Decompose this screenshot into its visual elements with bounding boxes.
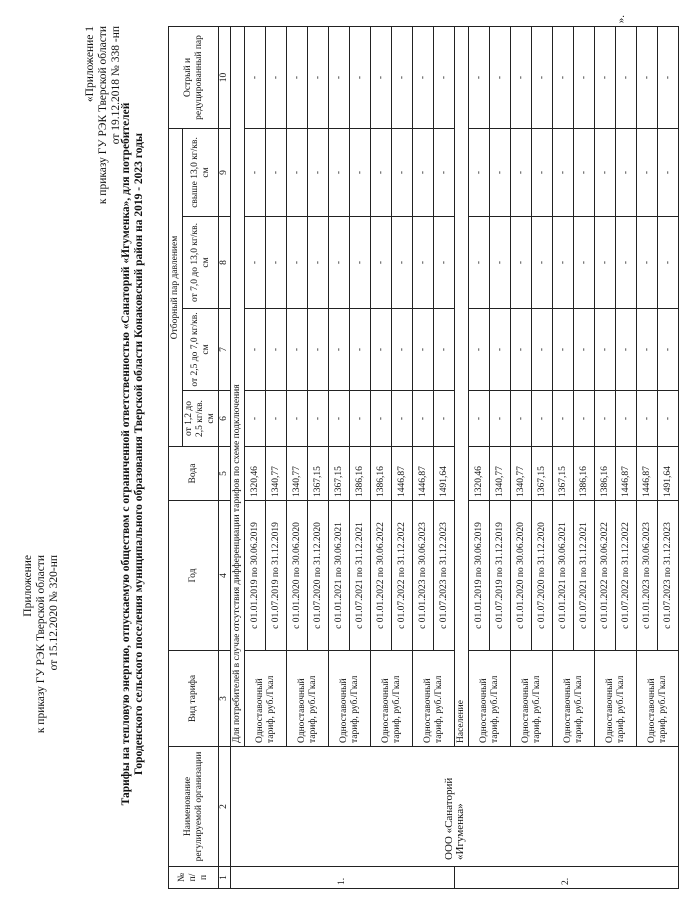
empty-value-cell: - (413, 391, 434, 447)
water-tariff-cell: 1340,77 (266, 447, 287, 501)
empty-value-cell: - (413, 217, 434, 309)
empty-value-cell: - (308, 309, 329, 391)
empty-value-cell: - (658, 217, 679, 309)
tariff-type: Одноставочный тариф, руб./Гкал (553, 651, 595, 747)
empty-value-cell: - (392, 128, 413, 216)
empty-value-cell: - (329, 26, 350, 128)
period-cell: с 01.07.2019 по 31.12.2019 (266, 501, 287, 651)
empty-value-cell: - (553, 26, 574, 128)
water-tariff-cell: 1320,46 (469, 447, 490, 501)
empty-value-cell: - (371, 128, 392, 216)
column-number: 3 (219, 651, 231, 747)
empty-value-cell: - (287, 128, 308, 216)
empty-value-cell: - (658, 128, 679, 216)
empty-value-cell: - (245, 309, 266, 391)
empty-value-cell: - (469, 309, 490, 391)
row-number: 1. (231, 867, 455, 889)
empty-value-cell: - (350, 26, 371, 128)
annex-reference-header (84, 26, 123, 286)
empty-value-cell: - (266, 217, 287, 309)
empty-value-cell: - (553, 309, 574, 391)
empty-value-cell: - (308, 26, 329, 128)
header-line: от 15.12.2020 № 320-нп (48, 555, 60, 671)
column-number: 5 (219, 447, 231, 501)
water-tariff-cell: 1491,64 (658, 447, 679, 501)
empty-value-cell: - (637, 309, 658, 391)
empty-value-cell: - (413, 128, 434, 216)
empty-value-cell: - (595, 26, 616, 128)
header-line: Приложение (22, 555, 34, 617)
empty-value-cell: - (616, 391, 637, 447)
period-cell: с 01.07.2020 по 31.12.2020 (308, 501, 329, 651)
empty-value-cell: - (266, 128, 287, 216)
empty-value-cell: - (350, 128, 371, 216)
empty-value-cell: - (658, 309, 679, 391)
tariff-type: Одноставочный тариф, руб./Гкал (511, 651, 553, 747)
empty-value-cell: - (350, 309, 371, 391)
empty-value-cell: - (308, 391, 329, 447)
period-cell: с 01.01.2021 по 30.06.2021 (329, 501, 350, 651)
empty-value-cell: - (371, 309, 392, 391)
empty-value-cell: - (637, 391, 658, 447)
tariff-table (168, 26, 679, 889)
tariff-type: Одноставочный тариф, руб./Гкал (413, 651, 455, 747)
period-cell: с 01.01.2020 по 30.06.2020 (511, 501, 532, 651)
water-tariff-cell: 1446,87 (616, 447, 637, 501)
header-year: Год (169, 501, 219, 651)
header-org: Наименование регулируемой организации (169, 747, 219, 867)
empty-value-cell: - (469, 26, 490, 128)
water-tariff-cell: 1446,87 (637, 447, 658, 501)
water-tariff-cell: 1446,87 (392, 447, 413, 501)
empty-value-cell: - (511, 391, 532, 447)
empty-value-cell: - (266, 26, 287, 128)
empty-value-cell: - (287, 217, 308, 309)
empty-value-cell: - (350, 217, 371, 309)
water-tariff-cell: 1367,15 (329, 447, 350, 501)
empty-value-cell: - (434, 217, 455, 309)
period-cell: с 01.07.2023 по 31.12.2023 (658, 501, 679, 651)
empty-value-cell: - (637, 217, 658, 309)
period-cell: с 01.01.2022 по 30.06.2022 (595, 501, 616, 651)
organization-name: ООО «Санаторий «Игуменка» (231, 747, 679, 867)
water-tariff-cell: 1320,46 (245, 447, 266, 501)
column-number-row (219, 26, 231, 888)
empty-value-cell: - (574, 391, 595, 447)
tariff-type: Одноставочный тариф, руб./Гкал (371, 651, 413, 747)
empty-value-cell: - (532, 128, 553, 216)
row-number: 2. (455, 867, 679, 889)
empty-value-cell: - (511, 128, 532, 216)
empty-value-cell: - (595, 391, 616, 447)
tariff-type: Одноставочный тариф, руб./Гкал (595, 651, 637, 747)
empty-value-cell: - (245, 217, 266, 309)
empty-value-cell: - (490, 26, 511, 128)
column-number: 6 (219, 391, 231, 447)
empty-value-cell: - (532, 217, 553, 309)
empty-value-cell: - (371, 217, 392, 309)
header-line: к приказу ГУ РЭК Тверской области (97, 26, 109, 205)
period-cell: с 01.01.2022 по 30.06.2022 (371, 501, 392, 651)
empty-value-cell: - (266, 309, 287, 391)
empty-value-cell: - (595, 128, 616, 216)
empty-value-cell: - (287, 391, 308, 447)
empty-value-cell: - (287, 309, 308, 391)
empty-value-cell: - (532, 391, 553, 447)
empty-value-cell: - (469, 217, 490, 309)
period-cell: с 01.07.2019 по 31.12.2019 (490, 501, 511, 651)
column-number: 4 (219, 501, 231, 651)
period-cell: с 01.07.2021 по 31.12.2021 (574, 501, 595, 651)
tariff-table-body (231, 26, 679, 888)
empty-value-cell: - (574, 217, 595, 309)
empty-value-cell: - (616, 128, 637, 216)
empty-value-cell: - (434, 309, 455, 391)
empty-value-cell: - (511, 26, 532, 128)
empty-value-cell: - (490, 128, 511, 216)
empty-value-cell: - (371, 391, 392, 447)
tariff-type: Одноставочный тариф, руб./Гкал (287, 651, 329, 747)
empty-value-cell: - (308, 128, 329, 216)
period-cell: с 01.01.2020 по 30.06.2020 (287, 501, 308, 651)
empty-value-cell: - (469, 128, 490, 216)
empty-value-cell: - (574, 26, 595, 128)
water-tariff-cell: 1340,77 (511, 447, 532, 501)
tariff-type: Одноставочный тариф, руб./Гкал (329, 651, 371, 747)
column-number: 2 (219, 747, 231, 867)
empty-value-cell: - (469, 391, 490, 447)
header-line: к приказу ГУ РЭК Тверской области (35, 555, 47, 734)
empty-value-cell: - (329, 309, 350, 391)
water-tariff-cell: 1340,77 (490, 447, 511, 501)
water-tariff-cell: 1386,16 (350, 447, 371, 501)
header-pressure-2: от 2,5 до 7,0 кг/кв. см (183, 309, 219, 391)
column-number: 7 (219, 309, 231, 391)
column-number: 1 (219, 867, 231, 889)
closing-quote-mark: ». (615, 15, 627, 24)
title-line: Городенского сельского поселения муниципального образования Тверской области Конаковский район на 2019 - 2023 годы (133, 133, 145, 775)
water-tariff-cell: 1340,77 (287, 447, 308, 501)
water-tariff-cell: 1386,16 (574, 447, 595, 501)
water-tariff-cell: 1367,15 (308, 447, 329, 501)
empty-value-cell: - (490, 217, 511, 309)
period-cell: с 01.01.2023 по 30.06.2023 (413, 501, 434, 651)
empty-value-cell: - (616, 217, 637, 309)
header-pressure-3: от 7,0 до 13,0 кг/кв. см (183, 217, 219, 309)
empty-value-cell: - (245, 26, 266, 128)
tariff-type: Одноставочный тариф, руб./Гкал (637, 651, 679, 747)
water-tariff-cell: 1367,15 (532, 447, 553, 501)
document-title (120, 44, 146, 864)
empty-value-cell: - (553, 128, 574, 216)
header-water: Вода (169, 447, 219, 501)
tariff-type: Одноставочный тариф, руб./Гкал (469, 651, 511, 747)
empty-value-cell: - (553, 217, 574, 309)
empty-value-cell: - (413, 309, 434, 391)
empty-value-cell: - (266, 391, 287, 447)
section-label: Население (455, 26, 469, 746)
empty-value-cell: - (595, 217, 616, 309)
empty-value-cell: - (350, 391, 371, 447)
header-line: от 19.12.2018 № 338 -нп (110, 26, 122, 145)
empty-value-cell: - (392, 309, 413, 391)
title-line: Тарифы на тепловую энергию, отпускаемую обществом с ограниченной ответственностью «Санаторий «Игуменка», для потребителей (120, 102, 132, 806)
header-sharp-steam: Острый и редуцированный пар (169, 26, 219, 128)
period-cell: с 01.01.2021 по 30.06.2021 (553, 501, 574, 651)
empty-value-cell: - (490, 309, 511, 391)
column-number: 9 (219, 128, 231, 216)
empty-value-cell: - (637, 26, 658, 128)
period-cell: с 01.07.2021 по 31.12.2021 (350, 501, 371, 651)
empty-value-cell: - (329, 128, 350, 216)
column-number: 8 (219, 217, 231, 309)
empty-value-cell: - (329, 391, 350, 447)
section-label: Для потребителей в случае отсутствия дифференциации тарифов по схеме подключения (231, 26, 245, 746)
empty-value-cell: - (637, 128, 658, 216)
empty-value-cell: - (574, 309, 595, 391)
empty-value-cell: - (616, 26, 637, 128)
water-tariff-cell: 1386,16 (371, 447, 392, 501)
empty-value-cell: - (245, 128, 266, 216)
empty-value-cell: - (245, 391, 266, 447)
empty-value-cell: - (511, 217, 532, 309)
empty-value-cell: - (287, 26, 308, 128)
empty-value-cell: - (574, 128, 595, 216)
period-cell: с 01.07.2023 по 31.12.2023 (434, 501, 455, 651)
empty-value-cell: - (434, 26, 455, 128)
empty-value-cell: - (371, 26, 392, 128)
empty-value-cell: - (392, 217, 413, 309)
empty-value-cell: - (329, 217, 350, 309)
empty-value-cell: - (553, 391, 574, 447)
header-steam-group: Отборный пар давлением (169, 128, 183, 446)
header-pressure-1: от 1,2 до 2,5 кг/кв. см (183, 391, 219, 447)
header-line: «Приложение 1 (84, 26, 96, 103)
empty-value-cell: - (658, 391, 679, 447)
empty-value-cell: - (413, 26, 434, 128)
period-cell: с 01.01.2019 по 30.06.2019 (469, 501, 490, 651)
header-tariff-type: Вид тарифа (169, 651, 219, 747)
header-no: № п/ п (169, 867, 219, 889)
empty-value-cell: - (392, 26, 413, 128)
empty-value-cell: - (434, 391, 455, 447)
empty-value-cell: - (658, 26, 679, 128)
order-reference-header (22, 555, 61, 815)
empty-value-cell: - (595, 309, 616, 391)
empty-value-cell: - (308, 217, 329, 309)
empty-value-cell: - (532, 26, 553, 128)
water-tariff-cell: 1367,15 (553, 447, 574, 501)
column-number: 10 (219, 26, 231, 128)
tariff-type: Одноставочный тариф, руб./Гкал (245, 651, 287, 747)
period-cell: с 01.07.2022 по 31.12.2022 (616, 501, 637, 651)
empty-value-cell: - (616, 309, 637, 391)
header-pressure-4: свыше 13,0 кг/кв. см (183, 128, 219, 216)
section-row (231, 26, 245, 888)
empty-value-cell: - (490, 391, 511, 447)
empty-value-cell: - (392, 391, 413, 447)
period-cell: с 01.01.2019 по 30.06.2019 (245, 501, 266, 651)
water-tariff-cell: 1386,16 (595, 447, 616, 501)
water-tariff-cell: 1446,87 (413, 447, 434, 501)
tariff-table-wrapper (168, 27, 679, 889)
empty-value-cell: - (434, 128, 455, 216)
empty-value-cell: - (511, 309, 532, 391)
period-cell: с 01.07.2020 по 31.12.2020 (532, 501, 553, 651)
water-tariff-cell: 1491,64 (434, 447, 455, 501)
empty-value-cell: - (532, 309, 553, 391)
period-cell: с 01.07.2022 по 31.12.2022 (392, 501, 413, 651)
period-cell: с 01.01.2023 по 30.06.2023 (637, 501, 658, 651)
